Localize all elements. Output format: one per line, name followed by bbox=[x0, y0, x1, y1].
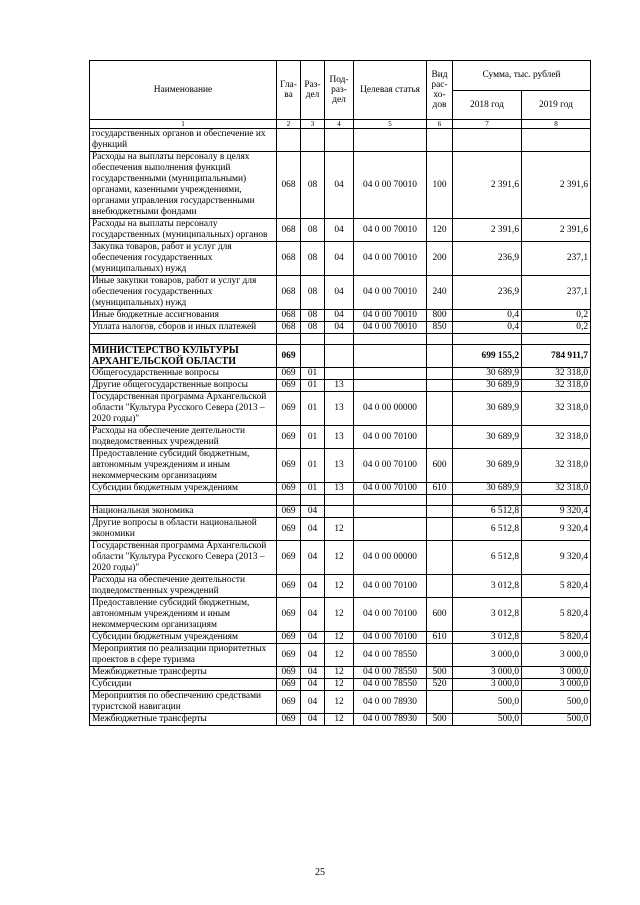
row-target: 04 0 00 70100 bbox=[354, 575, 427, 598]
row-glava: 069 bbox=[277, 345, 301, 368]
row-glava bbox=[277, 334, 301, 345]
column-index: 7 bbox=[453, 120, 522, 129]
row-sum-2019: 5 820,4 bbox=[522, 632, 591, 644]
row-target: 04 0 00 78550 bbox=[354, 667, 427, 679]
row-sum-2019: 5 820,4 bbox=[522, 598, 591, 632]
table-row bbox=[90, 426, 591, 449]
row-sum-2018: 6 512,8 bbox=[453, 506, 522, 518]
row-name: Предоставление субсидий бюджетным, автономным учреждениям и иным некоммерческим организациям bbox=[90, 449, 277, 483]
row-razdel: 04 bbox=[301, 679, 325, 691]
budget-table bbox=[89, 60, 591, 726]
row-name: Иные закупки товаров, работ и услуг для обеспечения государственных (муниципальных) нужд bbox=[90, 276, 277, 310]
table-row bbox=[90, 714, 591, 726]
row-glava: 069 bbox=[277, 632, 301, 644]
row-sum-2018: 30 689,9 bbox=[453, 380, 522, 392]
row-target: 04 0 00 70010 bbox=[354, 276, 427, 310]
row-sum-2019: 3 000,0 bbox=[522, 679, 591, 691]
row-podrazdel: 12 bbox=[325, 691, 354, 714]
table-row bbox=[90, 679, 591, 691]
table-row bbox=[90, 152, 591, 219]
row-name bbox=[90, 495, 277, 506]
row-sum-2019: 32 318,0 bbox=[522, 392, 591, 426]
row-razdel: 04 bbox=[301, 518, 325, 541]
row-glava bbox=[277, 495, 301, 506]
row-name: Мероприятия по обеспечению средствами туристской навигации bbox=[90, 691, 277, 714]
row-name: Межбюджетные трансферты bbox=[90, 667, 277, 679]
row-razdel: 04 bbox=[301, 598, 325, 632]
row-vid: 520 bbox=[427, 679, 453, 691]
row-sum-2018: 3 012,8 bbox=[453, 598, 522, 632]
row-sum-2019: 32 318,0 bbox=[522, 380, 591, 392]
table-row bbox=[90, 322, 591, 334]
column-index: 8 bbox=[522, 120, 591, 129]
table-row bbox=[90, 276, 591, 310]
row-vid: 800 bbox=[427, 310, 453, 322]
row-target: 04 0 00 70100 bbox=[354, 449, 427, 483]
row-glava: 069 bbox=[277, 506, 301, 518]
row-sum-2019: 9 320,4 bbox=[522, 506, 591, 518]
row-sum-2018: 6 512,8 bbox=[453, 518, 522, 541]
table-row bbox=[90, 691, 591, 714]
row-glava: 069 bbox=[277, 426, 301, 449]
table-row bbox=[90, 598, 591, 632]
table-row bbox=[90, 129, 591, 152]
row-podrazdel: 12 bbox=[325, 644, 354, 667]
row-target bbox=[354, 368, 427, 380]
row-target: 04 0 00 00000 bbox=[354, 392, 427, 426]
row-razdel: 08 bbox=[301, 152, 325, 219]
row-sum-2018: 0,4 bbox=[453, 322, 522, 334]
row-vid bbox=[427, 392, 453, 426]
row-name: Другие вопросы в области национальной экономики bbox=[90, 518, 277, 541]
row-sum-2018: 30 689,9 bbox=[453, 449, 522, 483]
row-sum-2018: 2 391,6 bbox=[453, 152, 522, 219]
row-razdel bbox=[301, 495, 325, 506]
row-razdel: 01 bbox=[301, 380, 325, 392]
row-sum-2019: 32 318,0 bbox=[522, 426, 591, 449]
row-razdel: 01 bbox=[301, 392, 325, 426]
row-razdel: 04 bbox=[301, 575, 325, 598]
row-vid: 850 bbox=[427, 322, 453, 334]
row-vid: 610 bbox=[427, 632, 453, 644]
row-target bbox=[354, 495, 427, 506]
row-name: Иные бюджетные ассигнования bbox=[90, 310, 277, 322]
row-razdel: 08 bbox=[301, 276, 325, 310]
row-target bbox=[354, 380, 427, 392]
row-sum-2019: 0,2 bbox=[522, 322, 591, 334]
column-index: 3 bbox=[301, 120, 325, 129]
row-target: 04 0 00 78930 bbox=[354, 714, 427, 726]
table-row bbox=[90, 541, 591, 575]
row-razdel: 01 bbox=[301, 449, 325, 483]
row-vid bbox=[427, 380, 453, 392]
row-vid: 200 bbox=[427, 242, 453, 276]
row-name: Расходы на выплаты персоналу в целях обеспечения выполнения функций государственными (муниципальными) органами, казенными учреждениями, органами управления государственными внебюджетными фондами bbox=[90, 152, 277, 219]
row-target: 04 0 00 70100 bbox=[354, 483, 427, 495]
row-vid: 600 bbox=[427, 598, 453, 632]
row-sum-2019: 2 391,6 bbox=[522, 152, 591, 219]
row-razdel: 04 bbox=[301, 714, 325, 726]
row-sum-2018: 30 689,9 bbox=[453, 426, 522, 449]
row-podrazdel: 12 bbox=[325, 518, 354, 541]
table-body bbox=[90, 129, 591, 726]
column-index: 6 bbox=[427, 120, 453, 129]
row-vid: 500 bbox=[427, 667, 453, 679]
table-row bbox=[90, 368, 591, 380]
table-row bbox=[90, 575, 591, 598]
header-sum: Сумма, тыс. рублей bbox=[453, 61, 591, 91]
row-glava: 069 bbox=[277, 449, 301, 483]
row-sum-2018: 6 512,8 bbox=[453, 541, 522, 575]
row-name: Субсидии bbox=[90, 679, 277, 691]
row-podrazdel bbox=[325, 129, 354, 152]
row-razdel: 04 bbox=[301, 691, 325, 714]
row-target bbox=[354, 129, 427, 152]
table-row bbox=[90, 242, 591, 276]
row-razdel: 08 bbox=[301, 322, 325, 334]
row-name: Другие общегосударственные вопросы bbox=[90, 380, 277, 392]
row-sum-2019: 2 391,6 bbox=[522, 219, 591, 242]
row-sum-2019 bbox=[522, 334, 591, 345]
column-index: 1 bbox=[90, 120, 277, 129]
row-vid bbox=[427, 345, 453, 368]
row-vid bbox=[427, 368, 453, 380]
table-row bbox=[90, 345, 591, 368]
row-sum-2019: 3 000,0 bbox=[522, 667, 591, 679]
row-target: 04 0 00 78550 bbox=[354, 644, 427, 667]
row-sum-2019: 3 000,0 bbox=[522, 644, 591, 667]
row-glava: 069 bbox=[277, 380, 301, 392]
row-glava: 068 bbox=[277, 276, 301, 310]
row-target bbox=[354, 518, 427, 541]
row-sum-2019: 784 911,7 bbox=[522, 345, 591, 368]
row-name: Расходы на обеспечение деятельности подведомственных учреждений bbox=[90, 575, 277, 598]
table-row bbox=[90, 380, 591, 392]
row-vid bbox=[427, 129, 453, 152]
row-sum-2019: 0,2 bbox=[522, 310, 591, 322]
row-podrazdel: 12 bbox=[325, 667, 354, 679]
row-glava: 068 bbox=[277, 322, 301, 334]
column-index: 5 bbox=[354, 120, 427, 129]
row-podrazdel: 13 bbox=[325, 392, 354, 426]
row-razdel bbox=[301, 129, 325, 152]
row-sum-2019: 500,0 bbox=[522, 714, 591, 726]
row-target: 04 0 00 70010 bbox=[354, 322, 427, 334]
row-target bbox=[354, 506, 427, 518]
row-vid bbox=[427, 518, 453, 541]
table-row bbox=[90, 644, 591, 667]
row-name: Общегосударственные вопросы bbox=[90, 368, 277, 380]
row-name: Закупка товаров, работ и услуг для обеспечения государственных (муниципальных) нужд bbox=[90, 242, 277, 276]
row-glava: 069 bbox=[277, 483, 301, 495]
row-razdel: 04 bbox=[301, 506, 325, 518]
row-podrazdel: 12 bbox=[325, 598, 354, 632]
row-glava: 069 bbox=[277, 667, 301, 679]
row-name bbox=[90, 334, 277, 345]
row-sum-2018: 500,0 bbox=[453, 714, 522, 726]
column-index: 4 bbox=[325, 120, 354, 129]
row-sum-2018 bbox=[453, 334, 522, 345]
row-name: государственных органов и обеспечение их функций bbox=[90, 129, 277, 152]
row-sum-2018 bbox=[453, 495, 522, 506]
row-vid bbox=[427, 506, 453, 518]
row-razdel: 04 bbox=[301, 644, 325, 667]
row-sum-2018: 30 689,9 bbox=[453, 368, 522, 380]
row-podrazdel: 04 bbox=[325, 322, 354, 334]
page-number: 25 bbox=[315, 867, 325, 878]
header-vid: Вид рас-хо-дов bbox=[427, 61, 453, 120]
row-podrazdel: 04 bbox=[325, 242, 354, 276]
table-row bbox=[90, 310, 591, 322]
row-podrazdel: 12 bbox=[325, 575, 354, 598]
row-sum-2018: 3 000,0 bbox=[453, 679, 522, 691]
row-target: 04 0 00 70010 bbox=[354, 242, 427, 276]
row-glava: 068 bbox=[277, 219, 301, 242]
row-razdel bbox=[301, 334, 325, 345]
row-glava: 069 bbox=[277, 679, 301, 691]
row-razdel: 08 bbox=[301, 310, 325, 322]
row-glava: 069 bbox=[277, 691, 301, 714]
row-target bbox=[354, 334, 427, 345]
header-podrazdel: Под-раз-дел bbox=[325, 61, 354, 120]
row-razdel bbox=[301, 345, 325, 368]
row-sum-2018: 2 391,6 bbox=[453, 219, 522, 242]
row-target: 04 0 00 78930 bbox=[354, 691, 427, 714]
row-sum-2019: 32 318,0 bbox=[522, 368, 591, 380]
row-vid: 500 bbox=[427, 714, 453, 726]
header-razdel: Раз-дел bbox=[301, 61, 325, 120]
row-vid bbox=[427, 541, 453, 575]
row-name: МИНИСТЕРСТВО КУЛЬТУРЫ АРХАНГЕЛЬСКОЙ ОБЛАСТИ bbox=[90, 345, 277, 368]
row-name: Мероприятия по реализации приоритетных проектов в сфере туризма bbox=[90, 644, 277, 667]
row-sum-2019: 9 320,4 bbox=[522, 541, 591, 575]
row-glava: 068 bbox=[277, 242, 301, 276]
row-target: 04 0 00 70100 bbox=[354, 426, 427, 449]
row-vid: 100 bbox=[427, 152, 453, 219]
row-vid bbox=[427, 334, 453, 345]
row-vid: 240 bbox=[427, 276, 453, 310]
row-name: Расходы на выплаты персоналу государственных (муниципальных) органов bbox=[90, 219, 277, 242]
row-vid: 600 bbox=[427, 449, 453, 483]
row-podrazdel: 04 bbox=[325, 310, 354, 322]
table-row bbox=[90, 449, 591, 483]
row-podrazdel: 13 bbox=[325, 449, 354, 483]
header-glava: Гла-ва bbox=[277, 61, 301, 120]
row-sum-2018: 30 689,9 bbox=[453, 392, 522, 426]
row-podrazdel: 12 bbox=[325, 679, 354, 691]
row-target: 04 0 00 70010 bbox=[354, 152, 427, 219]
row-glava: 069 bbox=[277, 575, 301, 598]
row-razdel: 01 bbox=[301, 426, 325, 449]
row-glava: 069 bbox=[277, 518, 301, 541]
row-vid: 610 bbox=[427, 483, 453, 495]
row-podrazdel bbox=[325, 495, 354, 506]
row-sum-2019: 237,1 bbox=[522, 276, 591, 310]
row-name: Субсидии бюджетным учреждениям bbox=[90, 483, 277, 495]
row-vid bbox=[427, 495, 453, 506]
row-podrazdel: 12 bbox=[325, 714, 354, 726]
row-name: Уплата налогов, сборов и иных платежей bbox=[90, 322, 277, 334]
row-vid: 120 bbox=[427, 219, 453, 242]
row-glava: 069 bbox=[277, 644, 301, 667]
row-sum-2019: 237,1 bbox=[522, 242, 591, 276]
header-2018: 2018 год bbox=[453, 90, 522, 120]
row-glava: 069 bbox=[277, 392, 301, 426]
row-vid bbox=[427, 644, 453, 667]
row-glava: 069 bbox=[277, 541, 301, 575]
row-name: Межбюджетные трансферты bbox=[90, 714, 277, 726]
row-target: 04 0 00 70100 bbox=[354, 598, 427, 632]
row-podrazdel bbox=[325, 506, 354, 518]
row-podrazdel: 12 bbox=[325, 541, 354, 575]
row-razdel: 04 bbox=[301, 541, 325, 575]
header-name: Наименование bbox=[90, 61, 277, 120]
row-razdel: 08 bbox=[301, 242, 325, 276]
row-podrazdel: 13 bbox=[325, 380, 354, 392]
row-podrazdel: 13 bbox=[325, 426, 354, 449]
row-podrazdel: 04 bbox=[325, 276, 354, 310]
row-sum-2019: 5 820,4 bbox=[522, 575, 591, 598]
row-sum-2018: 3 000,0 bbox=[453, 667, 522, 679]
row-razdel: 01 bbox=[301, 368, 325, 380]
row-target: 04 0 00 70010 bbox=[354, 219, 427, 242]
table-row bbox=[90, 219, 591, 242]
row-target bbox=[354, 345, 427, 368]
row-podrazdel bbox=[325, 345, 354, 368]
row-sum-2019: 32 318,0 bbox=[522, 449, 591, 483]
row-vid bbox=[427, 426, 453, 449]
row-glava: 068 bbox=[277, 310, 301, 322]
row-sum-2018: 699 155,2 bbox=[453, 345, 522, 368]
header-row bbox=[90, 61, 591, 91]
row-razdel: 08 bbox=[301, 219, 325, 242]
row-name: Национальная экономика bbox=[90, 506, 277, 518]
row-glava: 069 bbox=[277, 598, 301, 632]
row-target: 04 0 00 70100 bbox=[354, 632, 427, 644]
row-podrazdel bbox=[325, 368, 354, 380]
row-podrazdel: 04 bbox=[325, 152, 354, 219]
row-sum-2018: 236,9 bbox=[453, 276, 522, 310]
row-podrazdel: 04 bbox=[325, 219, 354, 242]
row-sum-2018: 3 000,0 bbox=[453, 644, 522, 667]
row-sum-2019 bbox=[522, 495, 591, 506]
header-target: Целевая статья bbox=[354, 61, 427, 120]
row-razdel: 04 bbox=[301, 632, 325, 644]
row-sum-2018: 236,9 bbox=[453, 242, 522, 276]
table-row bbox=[90, 632, 591, 644]
row-sum-2018 bbox=[453, 129, 522, 152]
row-podrazdel: 13 bbox=[325, 483, 354, 495]
table-row bbox=[90, 667, 591, 679]
row-podrazdel: 12 bbox=[325, 632, 354, 644]
table-row bbox=[90, 518, 591, 541]
column-index: 2 bbox=[277, 120, 301, 129]
column-index-row bbox=[90, 120, 591, 129]
row-razdel: 04 bbox=[301, 667, 325, 679]
table-row bbox=[90, 392, 591, 426]
row-sum-2019 bbox=[522, 129, 591, 152]
row-name: Субсидии бюджетным учреждениям bbox=[90, 632, 277, 644]
row-target: 04 0 00 78550 bbox=[354, 679, 427, 691]
spacer-row bbox=[90, 334, 591, 345]
row-name: Расходы на обеспечение деятельности подведомственных учреждений bbox=[90, 426, 277, 449]
row-vid bbox=[427, 575, 453, 598]
row-podrazdel bbox=[325, 334, 354, 345]
row-name: Государственная программа Архангельской области "Культура Русского Севера (2013 – 2020 годы)" bbox=[90, 541, 277, 575]
row-sum-2019: 500,0 bbox=[522, 691, 591, 714]
row-sum-2018: 30 689,9 bbox=[453, 483, 522, 495]
row-sum-2018: 500,0 bbox=[453, 691, 522, 714]
row-glava: 069 bbox=[277, 368, 301, 380]
row-glava bbox=[277, 129, 301, 152]
row-name: Предоставление субсидий бюджетным, автономным учреждениям и иным некоммерческим организациям bbox=[90, 598, 277, 632]
row-glava: 068 bbox=[277, 152, 301, 219]
row-glava: 069 bbox=[277, 714, 301, 726]
row-sum-2019: 9 320,4 bbox=[522, 518, 591, 541]
row-sum-2018: 3 012,8 bbox=[453, 575, 522, 598]
header-2019: 2019 год bbox=[522, 90, 591, 120]
row-target: 04 0 00 70010 bbox=[354, 310, 427, 322]
row-vid bbox=[427, 691, 453, 714]
row-sum-2018: 3 012,8 bbox=[453, 632, 522, 644]
spacer-row bbox=[90, 495, 591, 506]
row-razdel: 01 bbox=[301, 483, 325, 495]
row-sum-2018: 0,4 bbox=[453, 310, 522, 322]
row-target: 04 0 00 00000 bbox=[354, 541, 427, 575]
table-row bbox=[90, 483, 591, 495]
row-name: Государственная программа Архангельской области "Культура Русского Севера (2013 – 2020 годы)" bbox=[90, 392, 277, 426]
row-sum-2019: 32 318,0 bbox=[522, 483, 591, 495]
table-row bbox=[90, 506, 591, 518]
